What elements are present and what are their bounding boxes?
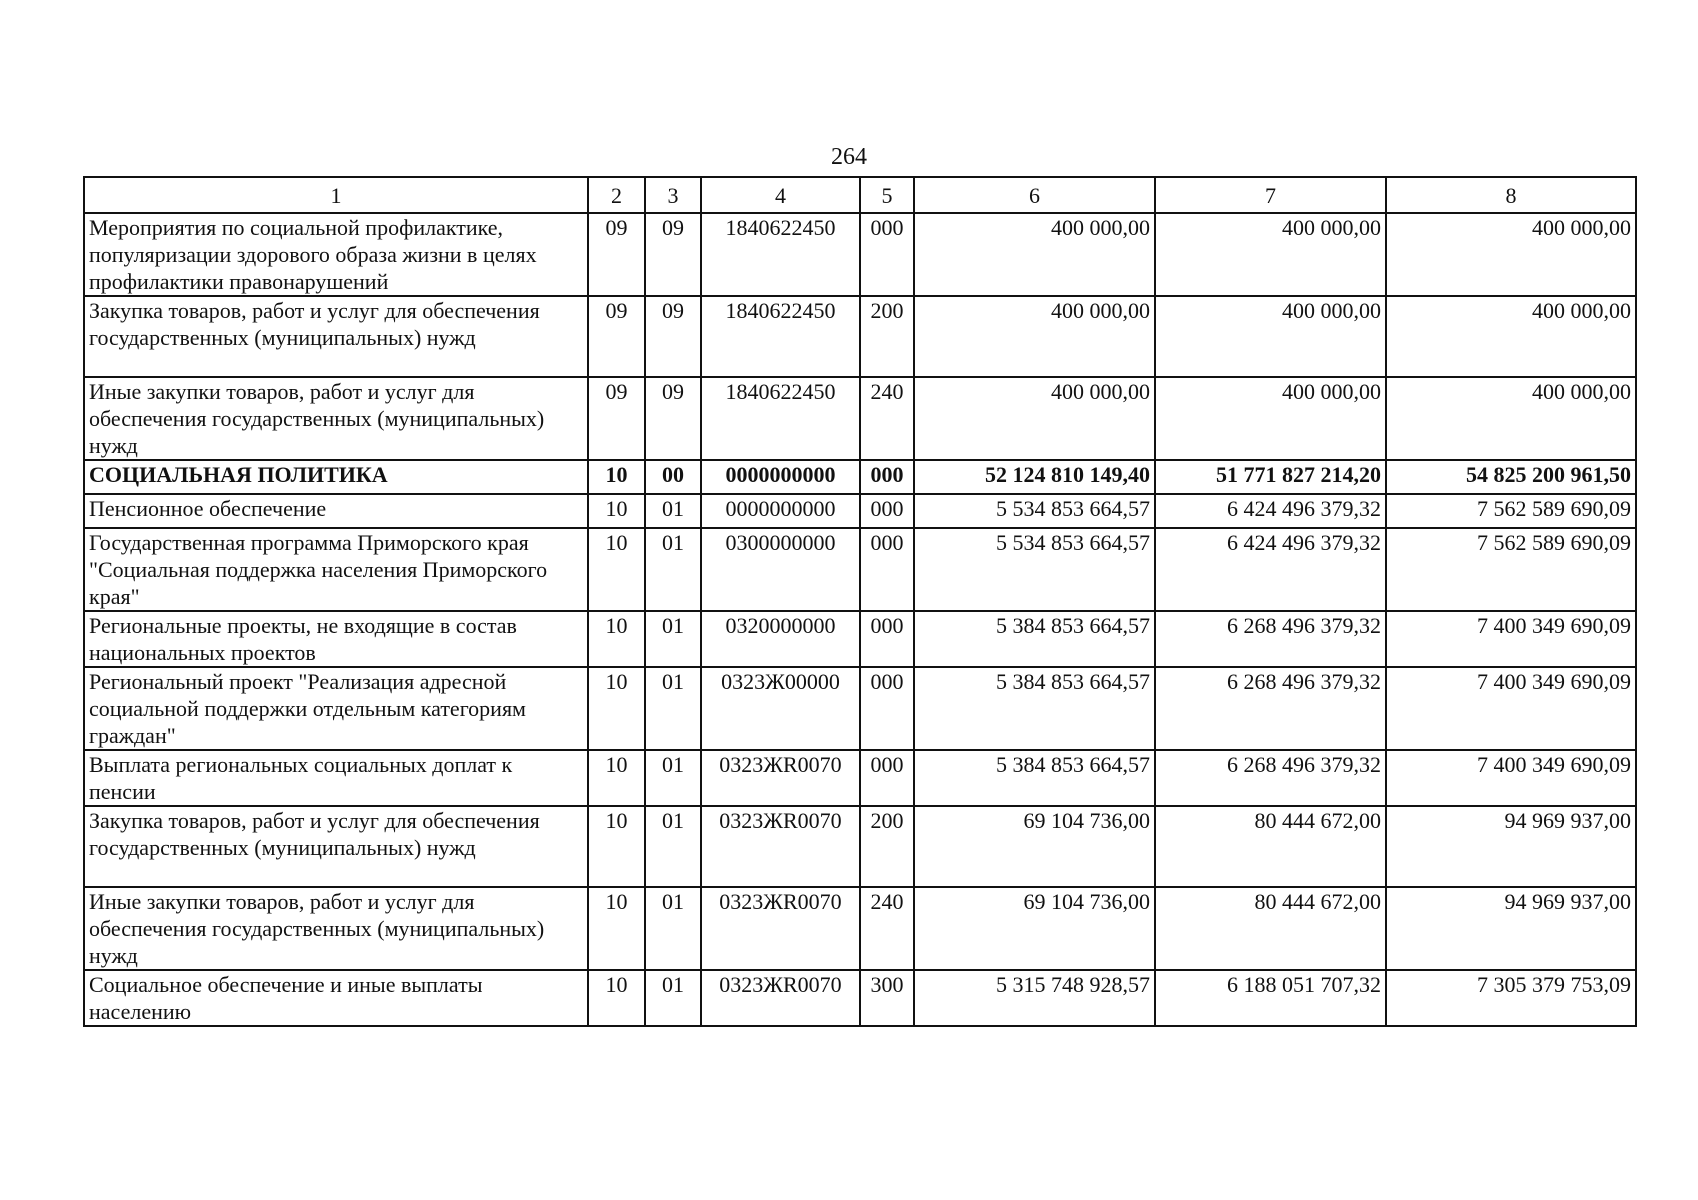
column-header: 4 <box>701 177 860 213</box>
subsection-code-cell: 01 <box>645 528 701 611</box>
header-row <box>84 177 1636 213</box>
subsection-code-cell: 01 <box>645 494 701 528</box>
amount-col7-cell: 400 000,00 <box>1155 213 1386 296</box>
target-article-cell: 1840622450 <box>701 296 860 377</box>
amount-col7-cell: 6 268 496 379,32 <box>1155 750 1386 806</box>
amount-col7-cell: 6 268 496 379,32 <box>1155 611 1386 667</box>
column-header: 2 <box>588 177 645 213</box>
amount-col6-cell: 69 104 736,00 <box>914 887 1155 970</box>
subsection-code-cell: 09 <box>645 296 701 377</box>
amount-col8-cell: 7 400 349 690,09 <box>1386 750 1636 806</box>
section-code-cell: 10 <box>588 667 645 750</box>
subsection-code-cell: 09 <box>645 213 701 296</box>
amount-col8-cell: 54 825 200 961,50 <box>1386 460 1636 494</box>
subsection-code-cell: 01 <box>645 887 701 970</box>
row-name-cell: Закупка товаров, работ и услуг для обеспечения государственных (муниципальных) нужд <box>84 296 588 377</box>
amount-col7-cell: 6 424 496 379,32 <box>1155 528 1386 611</box>
table-row <box>84 377 1636 460</box>
row-name-cell: Иные закупки товаров, работ и услуг для обеспечения государственных (муниципальных) нужд <box>84 887 588 970</box>
expense-type-cell: 000 <box>860 460 914 494</box>
row-name-cell: Выплата региональных социальных доплат к пенсии <box>84 750 588 806</box>
subsection-code-cell: 01 <box>645 667 701 750</box>
expense-type-cell: 000 <box>860 528 914 611</box>
target-article-cell: 0323ЖR0070 <box>701 970 860 1026</box>
amount-col8-cell: 94 969 937,00 <box>1386 806 1636 887</box>
amount-col8-cell: 400 000,00 <box>1386 377 1636 460</box>
amount-col8-cell: 7 400 349 690,09 <box>1386 667 1636 750</box>
target-article-cell: 0323ЖR0070 <box>701 887 860 970</box>
amount-col7-cell: 400 000,00 <box>1155 296 1386 377</box>
row-name-cell: Региональный проект "Реализация адресной социальной поддержки отдельным категориям граждан" <box>84 667 588 750</box>
amount-col6-cell: 5 534 853 664,57 <box>914 528 1155 611</box>
page-number: 264 <box>831 144 867 170</box>
section-code-cell: 10 <box>588 750 645 806</box>
amount-col6-cell: 5 384 853 664,57 <box>914 667 1155 750</box>
amount-col8-cell: 7 305 379 753,09 <box>1386 970 1636 1026</box>
amount-col6-cell: 400 000,00 <box>914 213 1155 296</box>
table-row <box>84 750 1636 806</box>
amount-col6-cell: 5 384 853 664,57 <box>914 750 1155 806</box>
amount-col7-cell: 80 444 672,00 <box>1155 887 1386 970</box>
amount-col8-cell: 400 000,00 <box>1386 296 1636 377</box>
expense-type-cell: 000 <box>860 494 914 528</box>
amount-col8-cell: 400 000,00 <box>1386 213 1636 296</box>
target-article-cell: 0320000000 <box>701 611 860 667</box>
row-name-cell: Пенсионное обеспечение <box>84 494 588 528</box>
table-row <box>84 667 1636 750</box>
target-article-cell: 0000000000 <box>701 494 860 528</box>
subsection-code-cell: 00 <box>645 460 701 494</box>
table-row <box>84 970 1636 1026</box>
table-row <box>84 460 1636 494</box>
section-code-cell: 09 <box>588 213 645 296</box>
subsection-code-cell: 09 <box>645 377 701 460</box>
target-article-cell: 0000000000 <box>701 460 860 494</box>
table-row <box>84 887 1636 970</box>
expense-type-cell: 000 <box>860 611 914 667</box>
amount-col7-cell: 6 424 496 379,32 <box>1155 494 1386 528</box>
table-row <box>84 494 1636 528</box>
amount-col8-cell: 7 562 589 690,09 <box>1386 528 1636 611</box>
column-header: 3 <box>645 177 701 213</box>
amount-col8-cell: 7 400 349 690,09 <box>1386 611 1636 667</box>
amount-col8-cell: 94 969 937,00 <box>1386 887 1636 970</box>
row-name-cell: СОЦИАЛЬНАЯ ПОЛИТИКА <box>84 460 588 494</box>
amount-col6-cell: 5 534 853 664,57 <box>914 494 1155 528</box>
row-name-cell: Социальное обеспечение и иные выплаты населению <box>84 970 588 1026</box>
expense-type-cell: 200 <box>860 296 914 377</box>
amount-col6-cell: 400 000,00 <box>914 377 1155 460</box>
section-code-cell: 10 <box>588 460 645 494</box>
column-header: 7 <box>1155 177 1386 213</box>
row-name-cell: Государственная программа Приморского края "Социальная поддержка населения Приморского края" <box>84 528 588 611</box>
table-row <box>84 806 1636 887</box>
row-name-cell: Региональные проекты, не входящие в состав национальных проектов <box>84 611 588 667</box>
row-name-cell: Иные закупки товаров, работ и услуг для обеспечения государственных (муниципальных) нужд <box>84 377 588 460</box>
section-code-cell: 10 <box>588 970 645 1026</box>
section-code-cell: 09 <box>588 296 645 377</box>
amount-col6-cell: 5 315 748 928,57 <box>914 970 1155 1026</box>
subsection-code-cell: 01 <box>645 970 701 1026</box>
column-header: 6 <box>914 177 1155 213</box>
expense-type-cell: 240 <box>860 887 914 970</box>
target-article-cell: 1840622450 <box>701 213 860 296</box>
table-row <box>84 213 1636 296</box>
table-body <box>84 213 1636 1026</box>
column-header: 1 <box>84 177 588 213</box>
amount-col6-cell: 5 384 853 664,57 <box>914 611 1155 667</box>
expense-type-cell: 000 <box>860 213 914 296</box>
section-code-cell: 10 <box>588 887 645 970</box>
table-row <box>84 528 1636 611</box>
subsection-code-cell: 01 <box>645 611 701 667</box>
amount-col8-cell: 7 562 589 690,09 <box>1386 494 1636 528</box>
expense-type-cell: 000 <box>860 667 914 750</box>
table-row <box>84 611 1636 667</box>
expense-type-cell: 300 <box>860 970 914 1026</box>
section-code-cell: 09 <box>588 377 645 460</box>
subsection-code-cell: 01 <box>645 750 701 806</box>
column-header: 8 <box>1386 177 1636 213</box>
target-article-cell: 0323Ж00000 <box>701 667 860 750</box>
section-code-cell: 10 <box>588 806 645 887</box>
amount-col6-cell: 400 000,00 <box>914 296 1155 377</box>
target-article-cell: 0323ЖR0070 <box>701 806 860 887</box>
target-article-cell: 0323ЖR0070 <box>701 750 860 806</box>
amount-col7-cell: 6 188 051 707,32 <box>1155 970 1386 1026</box>
amount-col7-cell: 80 444 672,00 <box>1155 806 1386 887</box>
table-row <box>84 296 1636 377</box>
amount-col7-cell: 6 268 496 379,32 <box>1155 667 1386 750</box>
amount-col7-cell: 400 000,00 <box>1155 377 1386 460</box>
column-header: 5 <box>860 177 914 213</box>
expense-type-cell: 200 <box>860 806 914 887</box>
target-article-cell: 0300000000 <box>701 528 860 611</box>
amount-col7-cell: 51 771 827 214,20 <box>1155 460 1386 494</box>
section-code-cell: 10 <box>588 494 645 528</box>
amount-col6-cell: 69 104 736,00 <box>914 806 1155 887</box>
row-name-cell: Закупка товаров, работ и услуг для обеспечения государственных (муниципальных) нужд <box>84 806 588 887</box>
subsection-code-cell: 01 <box>645 806 701 887</box>
target-article-cell: 1840622450 <box>701 377 860 460</box>
section-code-cell: 10 <box>588 528 645 611</box>
section-code-cell: 10 <box>588 611 645 667</box>
budget-table <box>83 176 1637 1027</box>
expense-type-cell: 000 <box>860 750 914 806</box>
expense-type-cell: 240 <box>860 377 914 460</box>
amount-col6-cell: 52 124 810 149,40 <box>914 460 1155 494</box>
row-name-cell: Мероприятия по социальной профилактике, популяризации здорового образа жизни в целях профилактики правонарушений <box>84 213 588 296</box>
